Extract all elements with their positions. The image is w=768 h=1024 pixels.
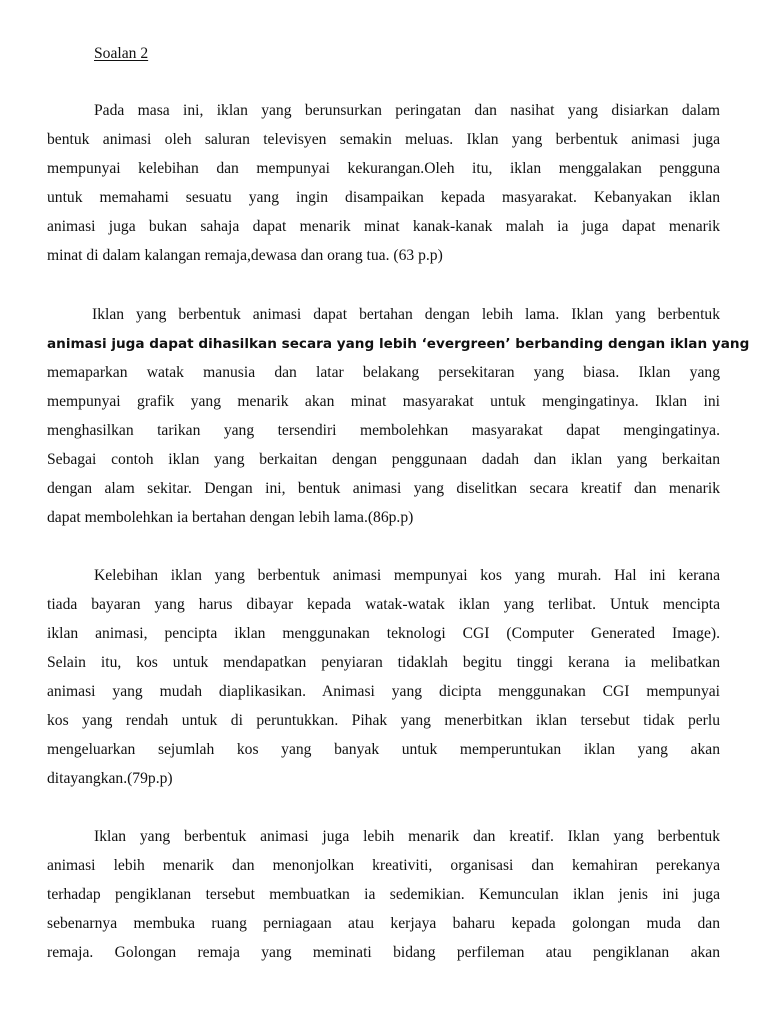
paragraph-line: bentuk animasi oleh saluran televisyen semakin meluas. Iklan yang berbentuk animasi juga bbox=[47, 131, 720, 148]
paragraph-line: dengan alam sekitar. Dengan ini, bentuk animasi yang diselitkan secara kreatif dan menarik bbox=[47, 480, 720, 497]
paragraph-line: untuk memahami sesuatu yang ingin disampaikan kepada masyarakat. Kebanyakan iklan bbox=[47, 189, 720, 206]
paragraph-line: minat di dalam kalangan remaja,dewasa dan orang tua. (63 p.p) bbox=[47, 247, 443, 264]
paragraph-line: mempunyai kelebihan dan mempunyai kekurangan.Oleh itu, iklan menggalakan pengguna bbox=[47, 160, 720, 177]
paragraph-line: Iklan yang berbentuk animasi juga lebih menarik dan kreatif. Iklan yang berbentuk bbox=[94, 828, 720, 845]
paragraph-line: sebenarnya membuka ruang perniagaan atau kerjaya baharu kepada golongan muda dan bbox=[47, 915, 720, 932]
paragraph-line: menghasilkan tarikan yang tersendiri membolehkan masyarakat dapat mengingatinya. bbox=[47, 422, 720, 439]
paragraph-line: remaja. Golongan remaja yang meminati bidang perfileman atau pengiklanan akan bbox=[47, 944, 720, 961]
paragraph-line: Iklan yang berbentuk animasi dapat bertahan dengan lebih lama. Iklan yang berbentuk bbox=[92, 306, 720, 323]
paragraph-line: memaparkan watak manusia dan latar belakang persekitaran yang biasa. Iklan yang bbox=[47, 364, 720, 381]
paragraph-line: iklan animasi, pencipta iklan menggunakan teknologi CGI (Computer Generated Image). bbox=[47, 625, 720, 642]
paragraph-line: mengeluarkan sejumlah kos yang banyak untuk memperuntukan iklan yang akan bbox=[47, 741, 720, 758]
paragraph-line: Sebagai contoh iklan yang berkaitan dengan penggunaan dadah dan iklan yang berkaitan bbox=[47, 451, 720, 468]
paragraph-line: tiada bayaran yang harus dibayar kepada watak-watak iklan yang terlibat. Untuk mencipta bbox=[47, 596, 720, 613]
paragraph-line: Selain itu, kos untuk mendapatkan penyiaran tidaklah begitu tinggi kerana ia melibatkan bbox=[47, 654, 720, 671]
paragraph-line: ditayangkan.(79p.p) bbox=[47, 770, 173, 787]
document-heading: Soalan 2 bbox=[94, 45, 149, 62]
paragraph-line: Pada masa ini, iklan yang berunsurkan peringatan dan nasihat yang disiarkan dalam bbox=[94, 102, 720, 119]
paragraph-line: animasi lebih menarik dan menonjolkan kreativiti, organisasi dan kemahiran perekanya bbox=[47, 857, 720, 874]
paragraph-line: mempunyai grafik yang menarik akan minat masyarakat untuk mengingatinya. Iklan ini bbox=[47, 393, 720, 410]
paragraph-line: dapat membolehkan ia bertahan dengan lebih lama.(86p.p) bbox=[47, 509, 414, 526]
paragraph-line: terhadap pengiklanan tersebut membuatkan ia sedemikian. Kemunculan iklan jenis ini juga bbox=[47, 886, 720, 903]
paragraph-line: Kelebihan iklan yang berbentuk animasi mempunyai kos yang murah. Hal ini kerana bbox=[94, 567, 720, 584]
paragraph-line: animasi juga bukan sahaja dapat menarik minat kanak-kanak malah ia juga dapat menarik bbox=[47, 218, 720, 235]
paragraph-line: animasi juga dapat dihasilkan secara yang lebih ‘evergreen’ berbanding dengan iklan yang bbox=[47, 336, 750, 352]
paragraph-line: kos yang rendah untuk di peruntukkan. Pihak yang menerbitkan iklan tersebut tidak perlu bbox=[47, 712, 720, 729]
paragraph-line: animasi yang mudah diaplikasikan. Animasi yang dicipta menggunakan CGI mempunyai bbox=[47, 683, 720, 700]
